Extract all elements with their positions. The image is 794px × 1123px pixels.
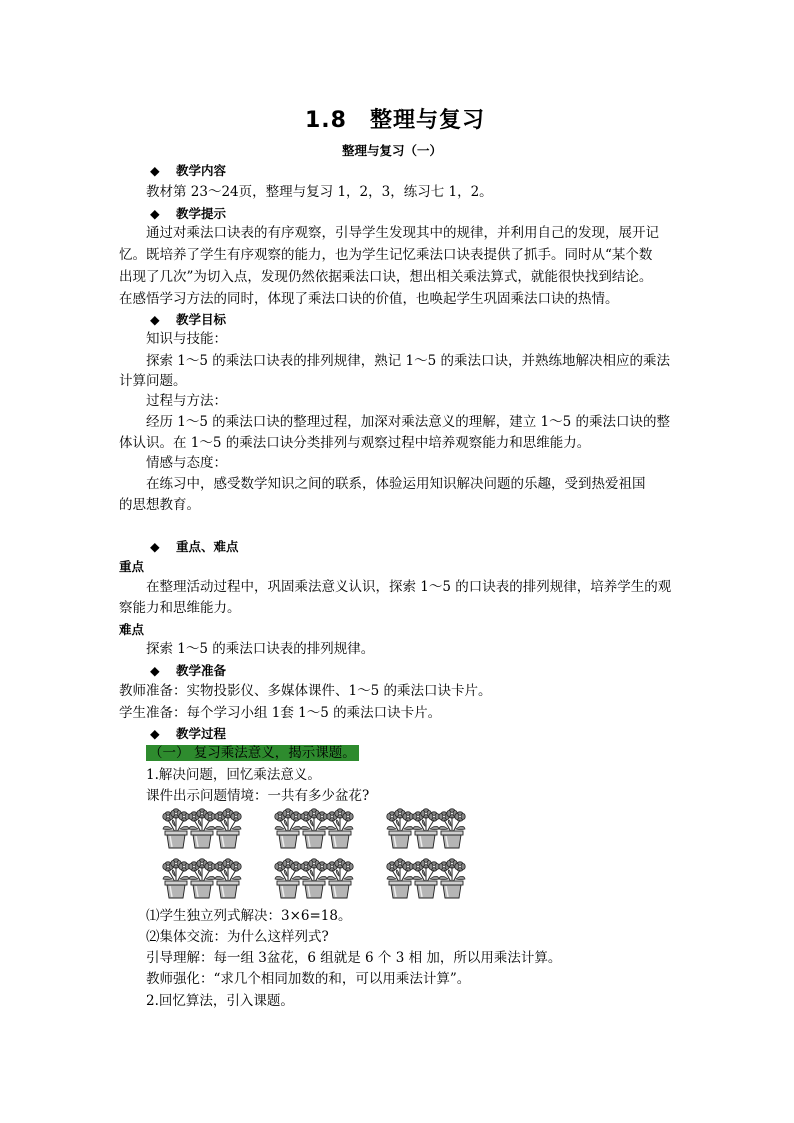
goal-process-line: 体认识。在 1～5 的乘法口诀分类排列与观察过程中培养观察能力和思维能力。 <box>119 435 591 451</box>
section-heading-tips <box>150 204 226 222</box>
heading-text: 教学准备 <box>176 663 227 678</box>
page-title: 1.8 整理与复习 <box>305 108 485 133</box>
heading-text: 教学目标 <box>176 312 227 327</box>
pot-group <box>163 859 241 898</box>
content-text: 教材第 23～24页，整理与复习 1，2，3，练习七 1，2。 <box>146 184 493 200</box>
pot-group <box>387 859 465 898</box>
section-heading-goals <box>150 310 226 328</box>
section-heading-keypoints <box>150 537 239 555</box>
goal-knowledge-label: 知识与技能： <box>146 331 227 347</box>
process-line: ⑵集体交流：为什么这样列式? <box>146 929 329 945</box>
heading-text: 教学过程 <box>176 726 227 741</box>
flower-pots-picture <box>160 808 470 904</box>
process-line: ⑴学生独立列式解决：3×6=18。 <box>146 908 352 924</box>
process-line: 1.解决问题，回忆乘法意义。 <box>146 767 321 783</box>
difficulty-label: 难点 <box>119 622 145 637</box>
goal-process-line: 经历 1～5 的乘法口诀的整理过程，加深对乘法意义的理解，建立 1～5 的乘法口诀的整 <box>146 414 671 430</box>
bullet-icon: ◆ <box>150 312 160 327</box>
heading-text: 教学提示 <box>176 206 227 221</box>
student-preparation: 学生准备：每个学习小组 1套 1～5 的乘法口诀卡片。 <box>119 705 442 721</box>
bullet-icon: ◆ <box>150 163 160 178</box>
section-heading-preparation <box>150 661 226 679</box>
highlight-text: （一） 复习乘法意义，揭示课题。 <box>146 745 359 761</box>
bullet-icon: ◆ <box>150 663 160 678</box>
pot-group <box>275 809 353 848</box>
process-line: 2.回忆算法，引入课题。 <box>146 993 294 1009</box>
tips-line: 出现了几次”为切入点，发现仍然依据乘法口诀，想出相关乘法算式，就能很快找到结论。 <box>119 269 653 285</box>
process-line: 教师强化：“求几个相同加数的和，可以用乘法计算”。 <box>146 971 471 987</box>
goal-emotion-label: 情感与态度： <box>146 455 227 471</box>
heading-text: 教学内容 <box>176 163 227 178</box>
goal-emotion-line: 的思想教育。 <box>119 497 200 513</box>
pot-group <box>163 809 241 848</box>
bullet-icon: ◆ <box>150 206 160 221</box>
goal-process-label: 过程与方法： <box>146 393 227 409</box>
keypoint-label: 重点 <box>119 559 145 574</box>
heading-text: 重点、难点 <box>176 539 239 554</box>
pot-group <box>275 859 353 898</box>
goal-emotion-line: 在练习中，感受数学知识之间的联系，体验运用知识解决问题的乐趣，受到热爱祖国 <box>146 476 646 492</box>
process-line: 课件出示问题情境：一共有多少盆花? <box>146 788 370 804</box>
difficulty-text: 探索 1～5 的乘法口诀表的排列规律。 <box>146 641 375 657</box>
page-subtitle: 整理与复习（一） <box>342 143 443 158</box>
keypoint-line: 察能力和思维能力。 <box>119 600 241 616</box>
tips-line: 忆。既培养了学生有序观察的能力，也为学生记忆乘法口诀表提供了抓手。同时从“某个数 <box>119 247 653 263</box>
tips-line: 在感悟学习方法的同时，体现了乘法口诀的价值，也唤起学生巩固乘法口诀的热情。 <box>119 291 619 307</box>
section-heading-process <box>150 724 226 742</box>
process-highlight <box>146 742 359 764</box>
bullet-icon: ◆ <box>150 539 160 554</box>
teacher-preparation: 教师准备：实物投影仪、多媒体课件、1～5 的乘法口诀卡片。 <box>119 683 492 699</box>
bullet-icon: ◆ <box>150 726 160 741</box>
goal-knowledge-line: 探索 1～5 的乘法口诀表的排列规律，熟记 1～5 的乘法口诀，并熟练地解决相应的乘法 <box>146 353 671 369</box>
pot-group <box>387 809 465 848</box>
process-line: 引导理解：每一组 3盆花，6 组就是 6 个 3 相 加，所以用乘法计算。 <box>146 950 562 966</box>
section-heading-content <box>150 161 226 179</box>
goal-knowledge-line: 计算问题。 <box>119 373 187 389</box>
tips-line: 通过对乘法口诀表的有序观察，引导学生发现其中的规律，并利用自己的发现，展开记 <box>146 225 659 241</box>
keypoint-line: 在整理活动过程中，巩固乘法意义认识，探索 1～5 的口诀表的排列规律，培养学生的观 <box>146 579 672 595</box>
